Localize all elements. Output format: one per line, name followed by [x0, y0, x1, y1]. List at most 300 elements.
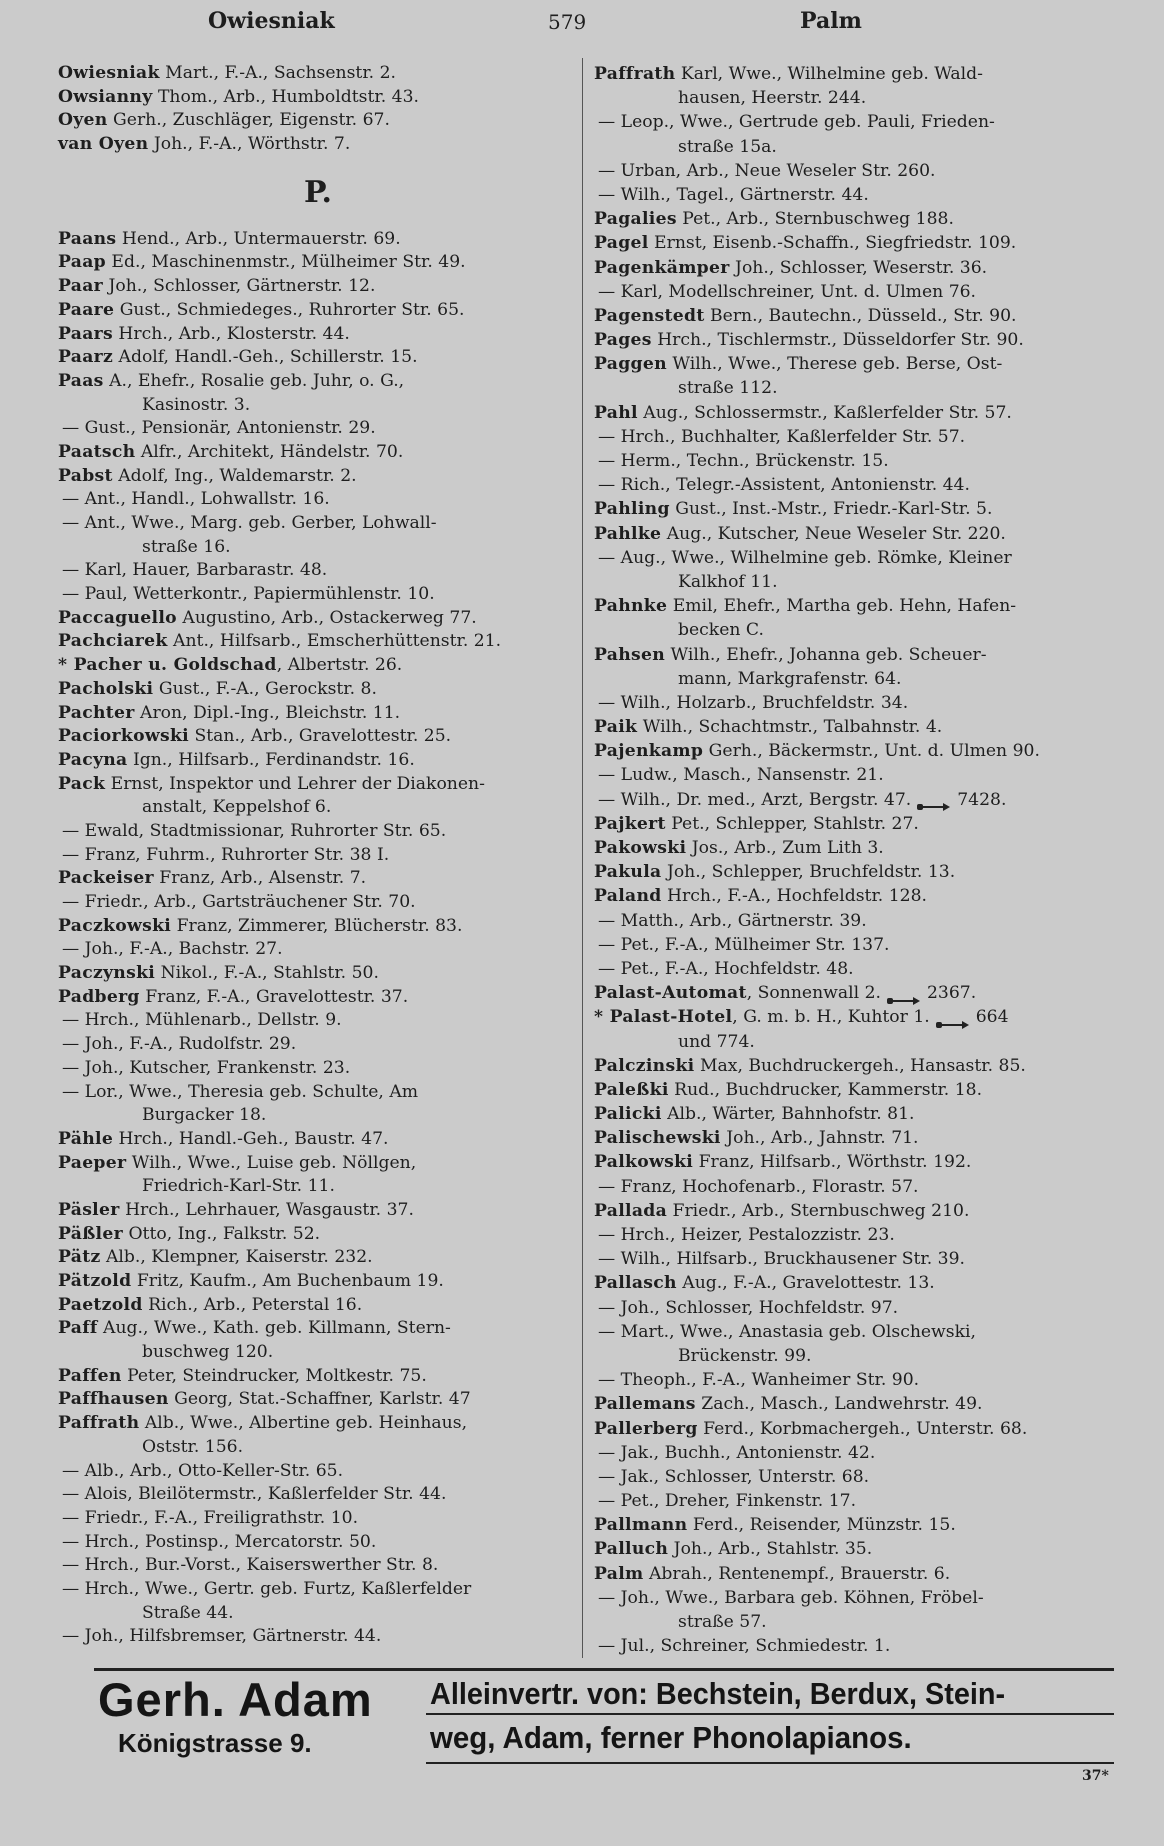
- entry-details: Aug., Schlossermstr., Kaßlerfelder Str. 57.: [637, 402, 1012, 423]
- directory-entry: [594, 981, 1114, 1005]
- entry-surname: Pajkert: [594, 813, 666, 834]
- directory-entry: [58, 938, 578, 962]
- entry-surname: Paetzold: [58, 1294, 143, 1315]
- entry-surname: Paland: [594, 886, 662, 907]
- repeat-dash: —: [62, 892, 80, 912]
- entry-details: Pet., Arb., Sternbuschweg 188.: [676, 209, 954, 230]
- entry-surname: Oyen: [58, 110, 108, 131]
- entry-details: Hrch., Lehrhauer, Wasgaustr. 37.: [119, 1199, 414, 1220]
- directory-entry: [594, 1150, 1114, 1174]
- directory-entry: [58, 1199, 578, 1223]
- entry-details: Adolf, Handl.-Geh., Schillerstr. 15.: [113, 347, 418, 368]
- repeat-dash: —: [598, 451, 616, 471]
- entry-surname: Pachciarek: [58, 631, 168, 652]
- directory-entry: [58, 465, 578, 489]
- directory-entry: [594, 1562, 1114, 1586]
- entry-details: Joh., Wwe., Barbara geb. Köhnen, Fröbel-: [615, 1587, 984, 1608]
- directory-entry: [58, 820, 578, 844]
- directory-entry: [58, 962, 578, 986]
- entry-details: Aug., Wwe., Wilhelmine geb. Römke, Kleiner: [615, 547, 1012, 568]
- directory-entry: [594, 1005, 1114, 1029]
- entry-surname: Palast-Automat: [594, 983, 747, 1004]
- entry-surname: Pagel: [594, 233, 649, 254]
- entry-details: Wilh., Wwe., Therese geb. Berse, Ost-: [666, 354, 1003, 375]
- entry-details: Rud., Buchdrucker, Kammerstr. 18.: [668, 1079, 983, 1100]
- directory-entry: [594, 1126, 1114, 1150]
- entry-continuation: Burgacker 18.: [142, 1105, 267, 1126]
- directory-entry: [594, 1199, 1114, 1223]
- directory-entry: [58, 1531, 578, 1555]
- directory-entry: [594, 1417, 1114, 1441]
- entry-surname: Pahnke: [594, 596, 668, 617]
- entry-surname: Paggen: [594, 354, 667, 375]
- entry-details: Aug., Wwe., Kath. geb. Killmann, Stern-: [97, 1318, 451, 1339]
- directory-entry: [58, 583, 578, 607]
- entry-details: Jak., Buchh., Antonienstr. 42.: [615, 1442, 876, 1463]
- entry-surname: Paciorkowski: [58, 726, 189, 747]
- repeat-dash: —: [598, 160, 616, 181]
- entry-details: Peter, Steindrucker, Moltkestr. 75.: [121, 1365, 427, 1386]
- entry-surname: Pallmann: [594, 1515, 688, 1536]
- entry-details: Franz, Zimmerer, Blücherstr. 83.: [171, 915, 463, 936]
- repeat-dash: —: [598, 426, 616, 447]
- entry-details: Gust., Schmiedeges., Ruhrorter Str. 65.: [114, 299, 465, 320]
- directory-entry: [594, 425, 1114, 449]
- entry-surname: van Oyen: [58, 134, 149, 155]
- entry-details: , G. m. b. H., Kuhtor 1.: [732, 1007, 930, 1028]
- entry-details: Hrch., Arb., Klosterstr. 44.: [112, 323, 350, 344]
- repeat-dash: —: [62, 1531, 80, 1552]
- directory-entry: [58, 1578, 578, 1602]
- directory-entry: [594, 715, 1114, 739]
- entry-details: Alois, Bleilötermstr., Kaßlerfelder Str. 44.: [79, 1484, 447, 1505]
- entry-continuation: becken C.: [678, 620, 764, 641]
- entry-details: Wilh., Hilfsarb., Bruckhausener Str. 39.: [615, 1249, 966, 1270]
- repeat-dash: —: [62, 1555, 80, 1576]
- entry-surname: Pahlke: [594, 523, 662, 544]
- directory-entry: [58, 630, 578, 654]
- entry-surname: Paare: [58, 299, 115, 320]
- entry-surname: Paans: [58, 228, 117, 249]
- entry-surname: Palczinski: [594, 1055, 695, 1076]
- entry-details: Franz, Hochofenarb., Florastr. 57.: [615, 1176, 919, 1197]
- entry-details: Aug., Kutscher, Neue Weseler Str. 220.: [661, 523, 1006, 544]
- repeat-dash: —: [62, 418, 80, 439]
- repeat-dash: —: [62, 1057, 80, 1078]
- directory-entry: [594, 594, 1114, 618]
- entry-details: Hrch., Postinsp., Mercatorstr. 50.: [79, 1531, 377, 1552]
- directory-entry: [58, 488, 578, 512]
- entry-details: Aug., F.-A., Gravelottestr. 13.: [676, 1273, 935, 1294]
- directory-entry: [58, 607, 578, 631]
- entry-surname: Paap: [58, 252, 106, 273]
- running-head-left: Owiesniak: [208, 8, 335, 34]
- entry-details: Emil, Ehefr., Martha geb. Hehn, Hafen-: [667, 596, 1017, 617]
- repeat-dash: —: [598, 1587, 616, 1608]
- entry-details: Ernst, Eisenb.-Schaffn., Siegfriedstr. 109.: [648, 233, 1017, 254]
- entry-surname: Owsianny: [58, 86, 153, 107]
- directory-entry: [594, 812, 1114, 836]
- entry-surname: Paffrath: [58, 1413, 140, 1434]
- repeat-dash: —: [598, 934, 616, 955]
- directory-entry: [58, 228, 578, 252]
- repeat-dash: —: [62, 1081, 80, 1102]
- ad-text-line-2: weg, Adam, ferner Phonolapianos.: [430, 1720, 912, 1755]
- entry-details: Gust., F.-A., Gerockstr. 8.: [153, 678, 377, 699]
- directory-entry: [58, 1625, 578, 1649]
- entry-continuation: straße 15a.: [678, 136, 777, 157]
- entry-surname: Packeiser: [58, 868, 154, 889]
- entry-details: Joh., Kutscher, Frankenstr. 23.: [79, 1057, 351, 1078]
- ad-bottom-rule: [426, 1762, 1114, 1764]
- entry-details: Nikol., F.-A., Stahlstr. 50.: [155, 963, 379, 984]
- entry-surname: Pajenkamp: [594, 741, 704, 762]
- entry-details: Joh., Hilfsbremser, Gärtnerstr. 44.: [79, 1626, 382, 1647]
- entry-details: Ludw., Masch., Nansenstr. 21.: [615, 765, 884, 786]
- entry-details: Gust., Inst.-Mstr., Friedr.-Karl-Str. 5.: [669, 499, 993, 520]
- ad-top-rule: [94, 1668, 1114, 1671]
- repeat-dash: —: [598, 692, 616, 713]
- entry-surname: Paas: [58, 370, 104, 391]
- entry-details: Hrch., Tischlermstr., Düsseldorfer Str. 90.: [651, 330, 1024, 351]
- entry-details: Joh., Schlosser, Gärtnerstr. 12.: [103, 276, 376, 297]
- repeat-dash: —: [598, 1370, 616, 1391]
- telephone-icon: [887, 989, 921, 999]
- entry-details: Alb., Arb., Otto-Keller-Str. 65.: [79, 1460, 344, 1481]
- column-divider: [582, 58, 583, 1658]
- repeat-dash: —: [598, 958, 616, 979]
- repeat-dash: —: [62, 489, 80, 510]
- page-number: 579: [548, 10, 587, 34]
- entry-continuation: Oststr. 156.: [142, 1436, 244, 1457]
- directory-entry: [594, 1489, 1114, 1513]
- directory-entry: [594, 231, 1114, 255]
- entry-surname: Paczkowski: [58, 915, 172, 936]
- entry-details: Joh., Schlosser, Hochfeldstr. 97.: [615, 1297, 899, 1318]
- entry-surname: Pätzold: [58, 1271, 132, 1291]
- entry-surname: Palischewski: [594, 1128, 721, 1149]
- entry-details: Fritz, Kaufm., Am Buchenbaum 19.: [131, 1271, 444, 1291]
- entry-continuation: Straße 44.: [142, 1602, 234, 1623]
- repeat-dash: —: [598, 1466, 616, 1487]
- entry-surname: Paars: [58, 323, 113, 344]
- directory-entry: [58, 299, 578, 323]
- repeat-dash: —: [598, 1176, 616, 1197]
- directory-entry: [58, 251, 578, 275]
- entry-surname: Pähle: [58, 1128, 114, 1149]
- entry-surname: Pacholski: [58, 678, 154, 699]
- entry-details: Hrch., Heizer, Pestalozzistr. 23.: [615, 1225, 895, 1245]
- directory-entry: [594, 280, 1114, 304]
- directory-entry: [594, 836, 1114, 860]
- repeat-dash: —: [62, 1010, 80, 1031]
- repeat-dash: —: [62, 939, 80, 960]
- entry-surname: Pagenstedt: [594, 305, 705, 326]
- entry-details: Gerh., Zuschläger, Eigenstr. 67.: [107, 110, 390, 131]
- ad-address: Königstrasse 9.: [118, 1728, 312, 1758]
- repeat-dash: —: [62, 1034, 80, 1055]
- entry-details: Jak., Schlosser, Unterstr. 68.: [615, 1466, 870, 1487]
- entry-continuation: Kasinostr. 3.: [142, 394, 251, 415]
- directory-entry: [58, 1483, 578, 1507]
- directory-entry: [594, 473, 1114, 497]
- repeat-dash: —: [598, 1491, 616, 1512]
- entry-surname: Paar: [58, 276, 103, 297]
- repeat-dash: —: [62, 820, 80, 841]
- entry-details: Ewald, Stadtmissionar, Ruhrorter Str. 65.: [79, 820, 447, 841]
- directory-entry: [594, 1441, 1114, 1465]
- directory-entry: [58, 915, 578, 939]
- directory-entry: [594, 522, 1114, 546]
- entry-details: Rich., Arb., Peterstal 16.: [142, 1294, 363, 1315]
- directory-entry: [594, 1223, 1114, 1247]
- repeat-dash: —: [598, 1249, 616, 1270]
- entry-surname: Pabst: [58, 465, 113, 486]
- entry-details: Gust., Pensionär, Antonienstr. 29.: [79, 418, 376, 439]
- entry-details: Zach., Masch., Landwehrstr. 49.: [695, 1394, 983, 1415]
- entry-details: Adolf, Ing., Waldemarstr. 2.: [112, 465, 357, 486]
- phone-number: 664: [975, 1007, 1009, 1028]
- entry-surname: Paffhausen: [58, 1389, 169, 1410]
- entry-details: , Sonnenwall 2.: [746, 983, 881, 1004]
- directory-entry: [594, 62, 1114, 86]
- entry-continuation: Brückenstr. 99.: [678, 1345, 812, 1366]
- entry-details: Jos., Arb., Zum Lith 3.: [686, 838, 884, 858]
- repeat-dash: —: [598, 281, 616, 302]
- directory-entry: [58, 323, 578, 347]
- entry-details: Aron, Dipl.-Ing., Bleichstr. 11.: [134, 702, 401, 723]
- entry-details: Theoph., F.-A., Wanheimer Str. 90.: [615, 1370, 920, 1391]
- phone-number: 7428.: [957, 789, 1007, 810]
- entry-continuation: anstalt, Keppelshof 6.: [142, 797, 332, 818]
- directory-entry: [58, 1365, 578, 1389]
- entry-details: Friedr., F.-A., Freiligrathstr. 10.: [79, 1507, 359, 1528]
- repeat-dash: —: [598, 1297, 616, 1318]
- entry-surname: Pahsen: [594, 644, 666, 665]
- entry-surname: * Pacher u. Goldschad: [58, 655, 277, 676]
- directory-entry: [58, 1128, 578, 1152]
- directory-entry: [594, 1537, 1114, 1561]
- entry-details: Karl, Modellschreiner, Unt. d. Ulmen 76.: [615, 281, 977, 302]
- repeat-dash: —: [598, 184, 616, 205]
- entry-details: Herm., Techn., Brückenstr. 15.: [615, 451, 889, 471]
- directory-entry: [58, 891, 578, 915]
- entry-surname: Pakula: [594, 862, 662, 883]
- entry-surname: Pacyna: [58, 749, 128, 770]
- directory-entry: [58, 109, 578, 133]
- entry-details: Alb., Wwe., Albertine geb. Heinhaus,: [139, 1413, 468, 1434]
- entry-details: Stan., Arb., Gravelottestr. 25.: [189, 726, 452, 747]
- repeat-dash: —: [598, 789, 616, 810]
- directory-entry: [594, 1247, 1114, 1271]
- entry-surname: Padberg: [58, 986, 140, 1007]
- directory-entry: [594, 909, 1114, 933]
- directory-entry: [58, 62, 578, 86]
- directory-entry: [594, 1368, 1114, 1392]
- entry-details: Ferd., Reisender, Münzstr. 15.: [687, 1515, 956, 1536]
- entry-surname: Palm: [594, 1563, 644, 1584]
- directory-entry: [58, 275, 578, 299]
- entry-details: Wilh., Dr. med., Arzt, Bergstr. 47.: [615, 789, 912, 810]
- entry-details: Karl, Wwe., Wilhelmine geb. Wald-: [675, 64, 983, 84]
- entry-details: Ant., Hilfsarb., Emscherhüttenstr. 21.: [167, 631, 502, 652]
- directory-entry: [58, 86, 578, 110]
- directory-entry: [594, 1102, 1114, 1126]
- directory-entry: [58, 1388, 578, 1412]
- directory-entry: [594, 1078, 1114, 1102]
- left-column: [58, 62, 578, 1649]
- directory-entry: [594, 1513, 1114, 1537]
- entry-details: Wilh., Wwe., Luise geb. Nöllgen,: [126, 1152, 417, 1173]
- directory-entry: [594, 183, 1114, 207]
- directory-entry: [594, 1392, 1114, 1416]
- entry-surname: * Palast-Hotel: [594, 1007, 733, 1028]
- entry-surname: Pakowski: [594, 838, 687, 858]
- directory-entry: [594, 957, 1114, 981]
- entry-continuation: und 774.: [678, 1031, 755, 1052]
- entry-surname: Paleßki: [594, 1079, 669, 1100]
- running-head-right: Palm: [800, 8, 862, 34]
- entry-details: Franz, Arb., Alsenstr. 7.: [153, 868, 367, 889]
- repeat-dash: —: [598, 1225, 616, 1245]
- directory-entry: [594, 1465, 1114, 1489]
- entry-surname: Pätz: [58, 1247, 101, 1268]
- ad-company-name: Gerh. Adam: [98, 1673, 373, 1726]
- entry-details: Franz, F.-A., Gravelottestr. 37.: [139, 986, 409, 1007]
- directory-entry: [58, 1460, 578, 1484]
- entry-details: Hrch., Wwe., Gertr. geb. Furtz, Kaßlerfelder: [79, 1578, 472, 1599]
- right-column: [594, 62, 1114, 1658]
- repeat-dash: —: [62, 1460, 80, 1481]
- entry-details: Georg, Stat.-Schaffner, Karlstr. 47: [168, 1389, 471, 1410]
- entry-details: Jul., Schreiner, Schmiedestr. 1.: [615, 1636, 891, 1657]
- directory-entry: [58, 1009, 578, 1033]
- repeat-dash: —: [62, 1578, 80, 1599]
- entry-details: Ant., Wwe., Marg. geb. Gerber, Lohwall-: [79, 513, 437, 533]
- entry-details: Joh., Arb., Jahnstr. 71.: [720, 1128, 919, 1149]
- entry-surname: Pack: [58, 773, 106, 794]
- directory-entry: [594, 497, 1114, 521]
- directory-entry: [58, 702, 578, 726]
- entry-details: Karl, Hauer, Barbarastr. 48.: [79, 560, 328, 581]
- entry-surname: Pagenkämper: [594, 257, 730, 278]
- directory-entry: [58, 346, 578, 370]
- entry-surname: Päsler: [58, 1199, 120, 1220]
- signature-mark: 37*: [1082, 1768, 1109, 1784]
- entry-details: Paul, Wetterkontr., Papiermühlenstr. 10.: [79, 584, 435, 605]
- directory-entry: [58, 559, 578, 583]
- directory-entry: [58, 1507, 578, 1531]
- entry-surname: Palkowski: [594, 1152, 694, 1173]
- directory-entry: [594, 933, 1114, 957]
- entry-surname: Pallasch: [594, 1273, 677, 1294]
- entry-surname: Paczynski: [58, 963, 156, 984]
- entry-details: Joh., Arb., Stahlstr. 35.: [668, 1539, 873, 1560]
- directory-entry: [58, 749, 578, 773]
- telephone-icon: [936, 1013, 970, 1023]
- directory-entry: [58, 1223, 578, 1247]
- entry-details: Mart., F.-A., Sachsenstr. 2.: [159, 63, 396, 83]
- entry-surname: Paffrath: [594, 64, 676, 84]
- directory-entry: [58, 1412, 578, 1436]
- entry-continuation: Friedrich-Karl-Str. 11.: [142, 1176, 335, 1197]
- directory-entry: [58, 512, 578, 536]
- repeat-dash: —: [598, 112, 616, 133]
- entry-continuation: buschweg 120.: [142, 1342, 274, 1363]
- entry-details: Hend., Arb., Untermauerstr. 69.: [116, 228, 401, 249]
- entry-details: Wilh., Schachtmstr., Talbahnstr. 4.: [637, 717, 943, 738]
- entry-details: Max, Buchdruckergeh., Hansastr. 85.: [694, 1055, 1026, 1076]
- directory-entry: [594, 401, 1114, 425]
- directory-entry: [58, 1270, 578, 1294]
- directory-entry: [58, 1294, 578, 1318]
- entry-details: Friedr., Arb., Gartsträuchener Str. 70.: [79, 892, 416, 912]
- repeat-dash: —: [62, 1507, 80, 1528]
- directory-entry: [58, 1554, 578, 1578]
- directory-entry: [594, 449, 1114, 473]
- entry-continuation: straße 16.: [142, 536, 231, 557]
- directory-entry: [594, 691, 1114, 715]
- entry-details: Joh., F.-A., Rudolfstr. 29.: [79, 1034, 297, 1055]
- directory-entry: [58, 725, 578, 749]
- directory-entry: [58, 867, 578, 891]
- entry-details: Augustino, Arb., Ostackerweg 77.: [176, 607, 477, 628]
- repeat-dash: —: [598, 475, 616, 496]
- entry-details: Otto, Ing., Falkstr. 52.: [122, 1223, 321, 1244]
- directory-entry: [58, 1057, 578, 1081]
- directory-entry: [594, 860, 1114, 884]
- directory-entry: [594, 159, 1114, 183]
- directory-entry: [594, 256, 1114, 280]
- entry-details: Gerh., Bäckermstr., Unt. d. Ulmen 90.: [703, 741, 1040, 762]
- entry-continuation: Kalkhof 11.: [678, 571, 778, 592]
- entry-details: Franz, Hilfsarb., Wörthstr. 192.: [693, 1152, 972, 1173]
- entry-surname: Palluch: [594, 1539, 669, 1560]
- entry-surname: Pallada: [594, 1200, 668, 1221]
- entry-details: Wilh., Ehefr., Johanna geb. Scheuer-: [665, 644, 987, 665]
- entry-surname: Pallerberg: [594, 1418, 698, 1439]
- directory-entry: [58, 1033, 578, 1057]
- entry-surname: Paik: [594, 717, 638, 738]
- repeat-dash: —: [598, 1636, 616, 1657]
- ad-text-line-1: Alleinvertr. von: Bechstein, Berdux, Stein-: [430, 1676, 1006, 1711]
- entry-details: Urban, Arb., Neue Weseler Str. 260.: [615, 160, 936, 181]
- entry-details: Ant., Handl., Lohwallstr. 16.: [79, 489, 330, 510]
- entry-details: Rich., Telegr.-Assistent, Antonienstr. 44.: [615, 475, 970, 496]
- directory-entry: [594, 1634, 1114, 1658]
- directory-entry: [58, 844, 578, 868]
- entry-details: Mart., Wwe., Anastasia geb. Olschewski,: [615, 1321, 976, 1342]
- directory-entry: [594, 328, 1114, 352]
- entry-details: Hrch., Handl.-Geh., Baustr. 47.: [113, 1128, 389, 1149]
- entry-details: Leop., Wwe., Gertrude geb. Pauli, Frieden-: [615, 112, 995, 133]
- directory-entry: [594, 643, 1114, 667]
- entry-surname: Pahl: [594, 402, 638, 423]
- entry-details: Pet., F.-A., Mülheimer Str. 137.: [615, 934, 890, 955]
- ad-mid-rule: [426, 1713, 1114, 1715]
- directory-entry: [594, 546, 1114, 570]
- directory-entry: [58, 1081, 578, 1105]
- section-letter: P.: [303, 174, 333, 210]
- entry-surname: Paccaguello: [58, 607, 177, 628]
- repeat-dash: —: [598, 1321, 616, 1342]
- entry-details: Ign., Hilfsarb., Ferdinandstr. 16.: [127, 749, 415, 770]
- entry-surname: Paff: [58, 1318, 98, 1339]
- entry-details: Joh., Schlosser, Weserstr. 36.: [729, 257, 988, 278]
- repeat-dash: —: [598, 547, 616, 568]
- repeat-dash: —: [62, 584, 80, 605]
- entry-surname: Pagalies: [594, 209, 677, 230]
